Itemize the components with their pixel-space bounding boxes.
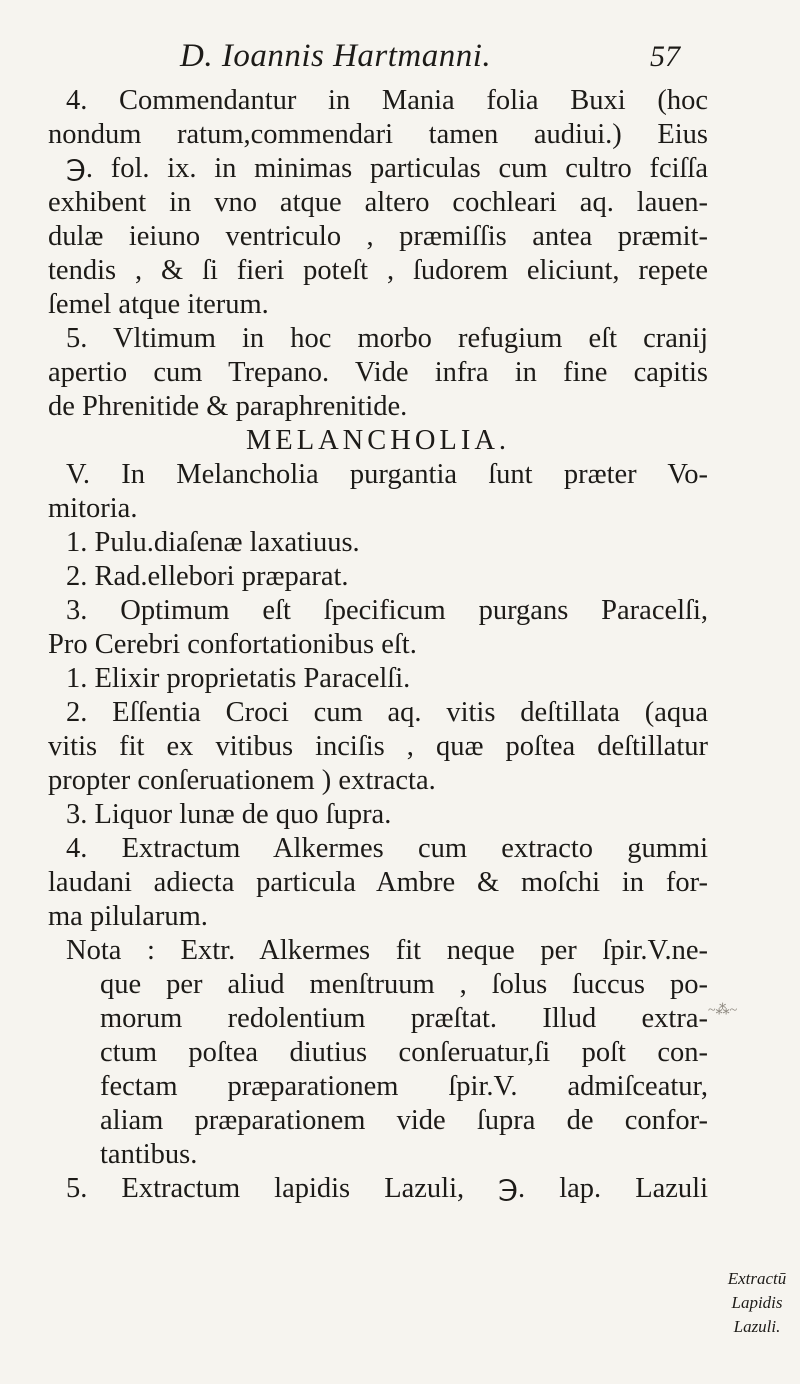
text-line: tantibus.	[100, 1139, 198, 1170]
running-head: D. Ioannis Hartmanni.	[180, 38, 492, 74]
margin-note: Extractū	[727, 1269, 787, 1288]
text-line: propter conſeruationem ) extracta.	[48, 765, 436, 796]
text-line: laudani adiecta particula Ambre & moſchi in for-	[48, 867, 708, 898]
section-heading: MELANCHOLIA.	[245, 425, 511, 456]
margin-note: Lazuli.	[733, 1317, 781, 1336]
text-line: de Phrenitide & paraphrenitide.	[48, 391, 408, 422]
text-line: 2. Eſſentia Croci cum aq. vitis deſtillata (aqua	[66, 697, 708, 728]
ink-mark-icon: ~⁂~	[708, 1003, 738, 1018]
text-line: ma pilularum.	[48, 901, 208, 932]
text-line: 4. Extractum Alkermes cum extracto gummi	[66, 833, 708, 864]
text-line: aliam præparationem vide ſupra de confor-	[100, 1105, 708, 1136]
text-line: fectam præparationem ſpir.V. admiſceatur,	[100, 1071, 708, 1102]
text-line: tendis , & ſi fieri poteſt , ſudorem eliciunt, repete	[48, 255, 708, 286]
text-line: exhibent in vno atque altero cochleari aq. lauen-	[48, 187, 708, 218]
margin-note: Lapidis	[731, 1293, 783, 1312]
text-line: V. In Melancholia purgantia ſunt præter Vo-	[66, 459, 708, 490]
text-line: 3. Optimum eſt ſpecificum purgans Paracelſi,	[66, 595, 708, 626]
text-line: 4. Commendantur in Mania folia Buxi (hoc	[66, 85, 708, 116]
text-line: ctum poſtea diutius conſeruatur,ſi poſt con-	[100, 1037, 708, 1068]
text-line: mitoria.	[48, 493, 138, 524]
text-line: 1. Pulu.diaſenæ laxatiuus.	[66, 527, 360, 558]
text-line: apertio cum Trepano. Vide infra in fine capitis	[48, 357, 708, 388]
body-text	[48, 84, 708, 1206]
text-line: ℈. fol. ix. in minimas particulas cum cultro fciſſa	[66, 153, 708, 184]
text-line: Nota : Extr. Alkermes fit neque per ſpir.V.ne-	[66, 935, 708, 966]
text-line: 5. Vltimum in hoc morbo refugium eſt cranij	[66, 323, 708, 354]
text-line: 1. Elixir proprietatis Paracelſi.	[66, 663, 411, 694]
text-line: morum redolentium præſtat. Illud extra-	[100, 1003, 708, 1034]
text-line: 3. Liquor lunæ de quo ſupra.	[66, 799, 392, 830]
text-line: nondum ratum,commendari tamen audiui.) Eius	[48, 119, 708, 150]
text-line: Pro Cerebri confortationibus eſt.	[48, 629, 417, 660]
page-number: 57	[650, 40, 680, 73]
text-line: 2. Rad.ellebori præparat.	[66, 561, 349, 592]
text-line: que per aliud menſtruum , ſolus ſuccus po-	[100, 969, 708, 1000]
text-line: 5. Extractum lapidis Lazuli, ℈. lap. Lazuli	[66, 1173, 708, 1204]
text-line: dulæ ieiuno ventriculo , præmiſſis antea præmit-	[48, 221, 708, 252]
text-line: ſemel atque iterum.	[48, 289, 269, 320]
page-header	[120, 38, 680, 78]
text-line: vitis fit ex vitibus inciſis , quæ poſtea deſtillatur	[48, 731, 708, 762]
